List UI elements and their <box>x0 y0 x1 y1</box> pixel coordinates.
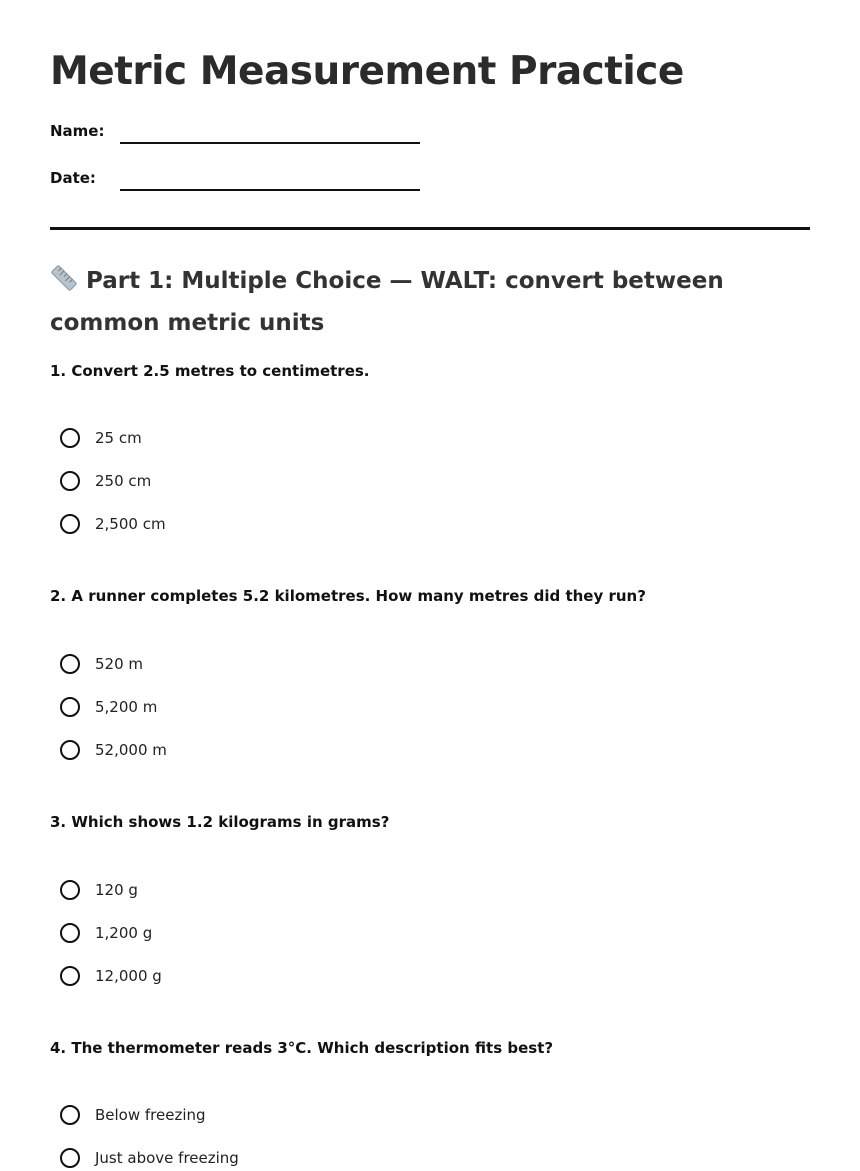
answer-option[interactable] <box>60 1145 239 1171</box>
name-field <box>50 122 450 146</box>
date-label: Date: <box>50 169 96 187</box>
radio-button[interactable] <box>60 880 80 900</box>
part1-heading <box>50 262 810 342</box>
answer-option[interactable] <box>60 694 157 720</box>
name-label: Name: <box>50 122 105 140</box>
answer-option-label: 1,200 g <box>95 924 153 942</box>
radio-button[interactable] <box>60 1105 80 1125</box>
radio-button[interactable] <box>60 697 80 717</box>
header-divider <box>50 227 810 230</box>
radio-button[interactable] <box>60 966 80 986</box>
answer-option[interactable] <box>60 1102 206 1128</box>
answer-option[interactable] <box>60 737 167 763</box>
answer-option[interactable] <box>60 425 142 451</box>
radio-button[interactable] <box>60 740 80 760</box>
answer-option[interactable] <box>60 651 143 677</box>
date-field <box>50 169 450 193</box>
answer-option-label: 2,500 cm <box>95 515 166 533</box>
radio-button[interactable] <box>60 654 80 674</box>
radio-button[interactable] <box>60 1148 80 1168</box>
question-text: 4. The thermometer reads 3°C. Which description fits best? <box>50 1039 554 1057</box>
answer-option-label: 5,200 m <box>95 698 158 716</box>
answer-option-label: 12,000 g <box>95 967 162 985</box>
ruler-icon <box>50 264 78 304</box>
date-answer-line[interactable] <box>120 189 420 191</box>
answer-option-label: Below freezing <box>95 1106 206 1124</box>
question-text: 1. Convert 2.5 metres to centimetres. <box>50 362 370 380</box>
answer-option[interactable] <box>60 468 151 494</box>
name-answer-line[interactable] <box>120 142 420 144</box>
radio-button[interactable] <box>60 471 80 491</box>
answer-option-label: 52,000 m <box>95 741 167 759</box>
answer-option-label: 520 m <box>95 655 144 673</box>
answer-option-label: 120 g <box>95 881 138 899</box>
question-text: 3. Which shows 1.2 kilograms in grams? <box>50 813 390 831</box>
answer-option-label: 250 cm <box>95 472 152 490</box>
part1-heading-text: Part 1: Multiple Choice — WALT: convert between common metric units <box>50 268 724 336</box>
radio-button[interactable] <box>60 923 80 943</box>
answer-option[interactable] <box>60 511 166 537</box>
question-text: 2. A runner completes 5.2 kilometres. How many metres did they run? <box>50 587 646 605</box>
radio-button[interactable] <box>60 428 80 448</box>
radio-button[interactable] <box>60 514 80 534</box>
answer-option[interactable] <box>60 877 138 903</box>
answer-option[interactable] <box>60 963 162 989</box>
answer-option-label: 25 cm <box>95 429 142 447</box>
answer-option-label: Just above freezing <box>95 1149 239 1167</box>
page-title: Metric Measurement Practice <box>50 49 684 94</box>
answer-option[interactable] <box>60 920 152 946</box>
